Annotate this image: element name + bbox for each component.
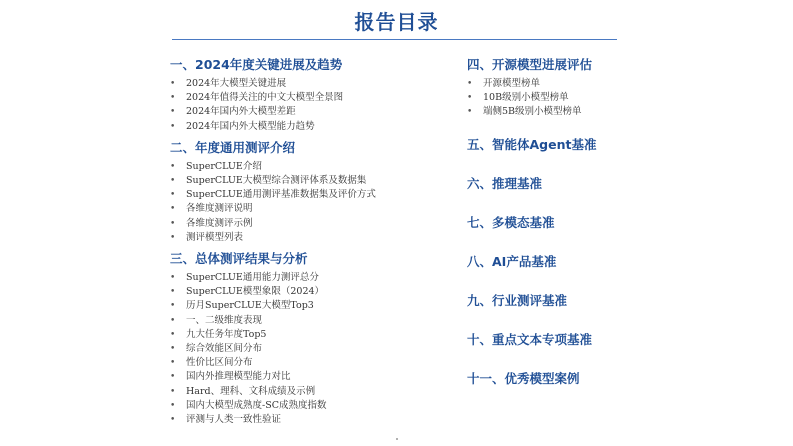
toc-item[interactable]: • 测评模型列表: [170, 231, 460, 245]
toc-section: [170, 250, 460, 427]
section-items: [170, 271, 460, 427]
bullet-icon: •: [170, 372, 176, 383]
toc-item[interactable]: • SuperCLUE通用测评基准数据集及评价方式: [170, 188, 460, 202]
toc-item[interactable]: • 性价比区间分布: [170, 356, 460, 370]
toc-item[interactable]: • 国内外推理模型能力对比: [170, 370, 460, 384]
toc-item[interactable]: • SuperCLUE通用能力测评总分: [170, 271, 460, 285]
toc-section: [467, 136, 667, 154]
section-heading[interactable]: 九、行业测评基准: [467, 292, 568, 308]
section-items: [170, 160, 460, 245]
bullet-icon: •: [467, 79, 473, 89]
title-divider: [172, 39, 617, 40]
toc-item[interactable]: • SuperCLUE介绍: [170, 160, 460, 174]
bullet-icon: •: [170, 358, 176, 369]
section-heading[interactable]: 六、推理基准: [467, 175, 543, 191]
bullet-icon: •: [467, 93, 473, 104]
toc-section: [467, 253, 667, 271]
toc-right-column: [467, 56, 667, 388]
toc-item[interactable]: • 2024年国内外大模型能力趋势: [170, 120, 460, 134]
toc-item[interactable]: • 2024年大模型关键进展: [170, 77, 460, 91]
bullet-icon: •: [170, 176, 176, 187]
bullet-icon: •: [170, 93, 176, 104]
section-heading[interactable]: 十、重点文本专项基准: [467, 331, 593, 347]
toc-item[interactable]: • 开源模型榜单: [467, 77, 667, 91]
page-marker: [396, 438, 398, 440]
section-items: [467, 77, 667, 120]
toc-item[interactable]: • 2024年值得关注的中文大模型全景图: [170, 91, 460, 105]
section-heading[interactable]: 八、AI产品基准: [467, 253, 557, 269]
section-heading[interactable]: 十一、优秀模型案例: [467, 370, 580, 386]
bullet-icon: •: [170, 190, 176, 201]
section-heading[interactable]: 二、年度通用测评介绍: [170, 139, 296, 155]
bullet-icon: •: [170, 107, 176, 118]
section-items: [170, 77, 460, 134]
toc-section: [467, 214, 667, 232]
toc-section: [467, 331, 667, 349]
bullet-icon: •: [170, 232, 176, 243]
bullet-icon: •: [170, 287, 176, 298]
toc-item[interactable]: • 一、二级维度表现: [170, 314, 460, 328]
bullet-icon: •: [170, 121, 176, 132]
section-heading[interactable]: 一、2024年度关键进展及趋势: [170, 57, 343, 72]
page-title: 报告目录: [354, 10, 439, 34]
bullet-icon: •: [170, 386, 176, 397]
section-heading[interactable]: 三、总体测评结果与分析: [170, 251, 308, 267]
toc-item[interactable]: • 国内大模型成熟度-SC成熟度指数: [170, 399, 460, 413]
bullet-icon: •: [170, 204, 176, 215]
toc-item[interactable]: • 综合效能区间分布: [170, 342, 460, 356]
toc-item[interactable]: • 10B级别小模型榜单: [467, 91, 667, 105]
bullet-icon: •: [170, 415, 176, 426]
toc-section: [467, 175, 667, 193]
bullet-icon: •: [170, 79, 176, 89]
bullet-icon: •: [170, 301, 176, 312]
toc-item[interactable]: • 各维度测评说明: [170, 202, 460, 216]
toc-section: [467, 292, 667, 310]
section-heading[interactable]: 七、多模态基准: [467, 214, 555, 230]
toc-section: [467, 56, 667, 120]
bullet-icon: •: [170, 273, 176, 284]
toc-item[interactable]: • SuperCLUE模型象限（2024）: [170, 285, 460, 299]
toc-item[interactable]: • SuperCLUE大模型综合测评体系及数据集: [170, 174, 460, 188]
toc-item[interactable]: • 九大任务年度Top5: [170, 328, 460, 342]
bullet-icon: •: [170, 218, 176, 229]
bullet-icon: •: [170, 315, 176, 326]
section-heading[interactable]: 五、智能体Agent基准: [467, 136, 597, 152]
bullet-icon: •: [170, 161, 176, 172]
toc-item[interactable]: • 各维度测评示例: [170, 217, 460, 231]
bullet-icon: •: [170, 344, 176, 355]
toc-section: [467, 370, 667, 388]
toc-item[interactable]: • 2024年国内外大模型差距: [170, 105, 460, 119]
toc-item[interactable]: • 端侧5B级别小模型榜单: [467, 105, 667, 119]
toc-section: [170, 56, 460, 134]
toc-item[interactable]: • Hard、理科、文科成绩及示例: [170, 385, 460, 399]
toc-section: [170, 139, 460, 245]
toc-left-column: [170, 56, 460, 427]
toc-item[interactable]: • 历月SuperCLUE大模型Top3: [170, 299, 460, 313]
bullet-icon: •: [170, 400, 176, 411]
bullet-icon: •: [170, 329, 176, 340]
section-heading[interactable]: 四、开源模型进展评估: [467, 57, 593, 72]
toc-item[interactable]: • 评测与人类一致性验证: [170, 413, 460, 427]
bullet-icon: •: [467, 107, 473, 118]
